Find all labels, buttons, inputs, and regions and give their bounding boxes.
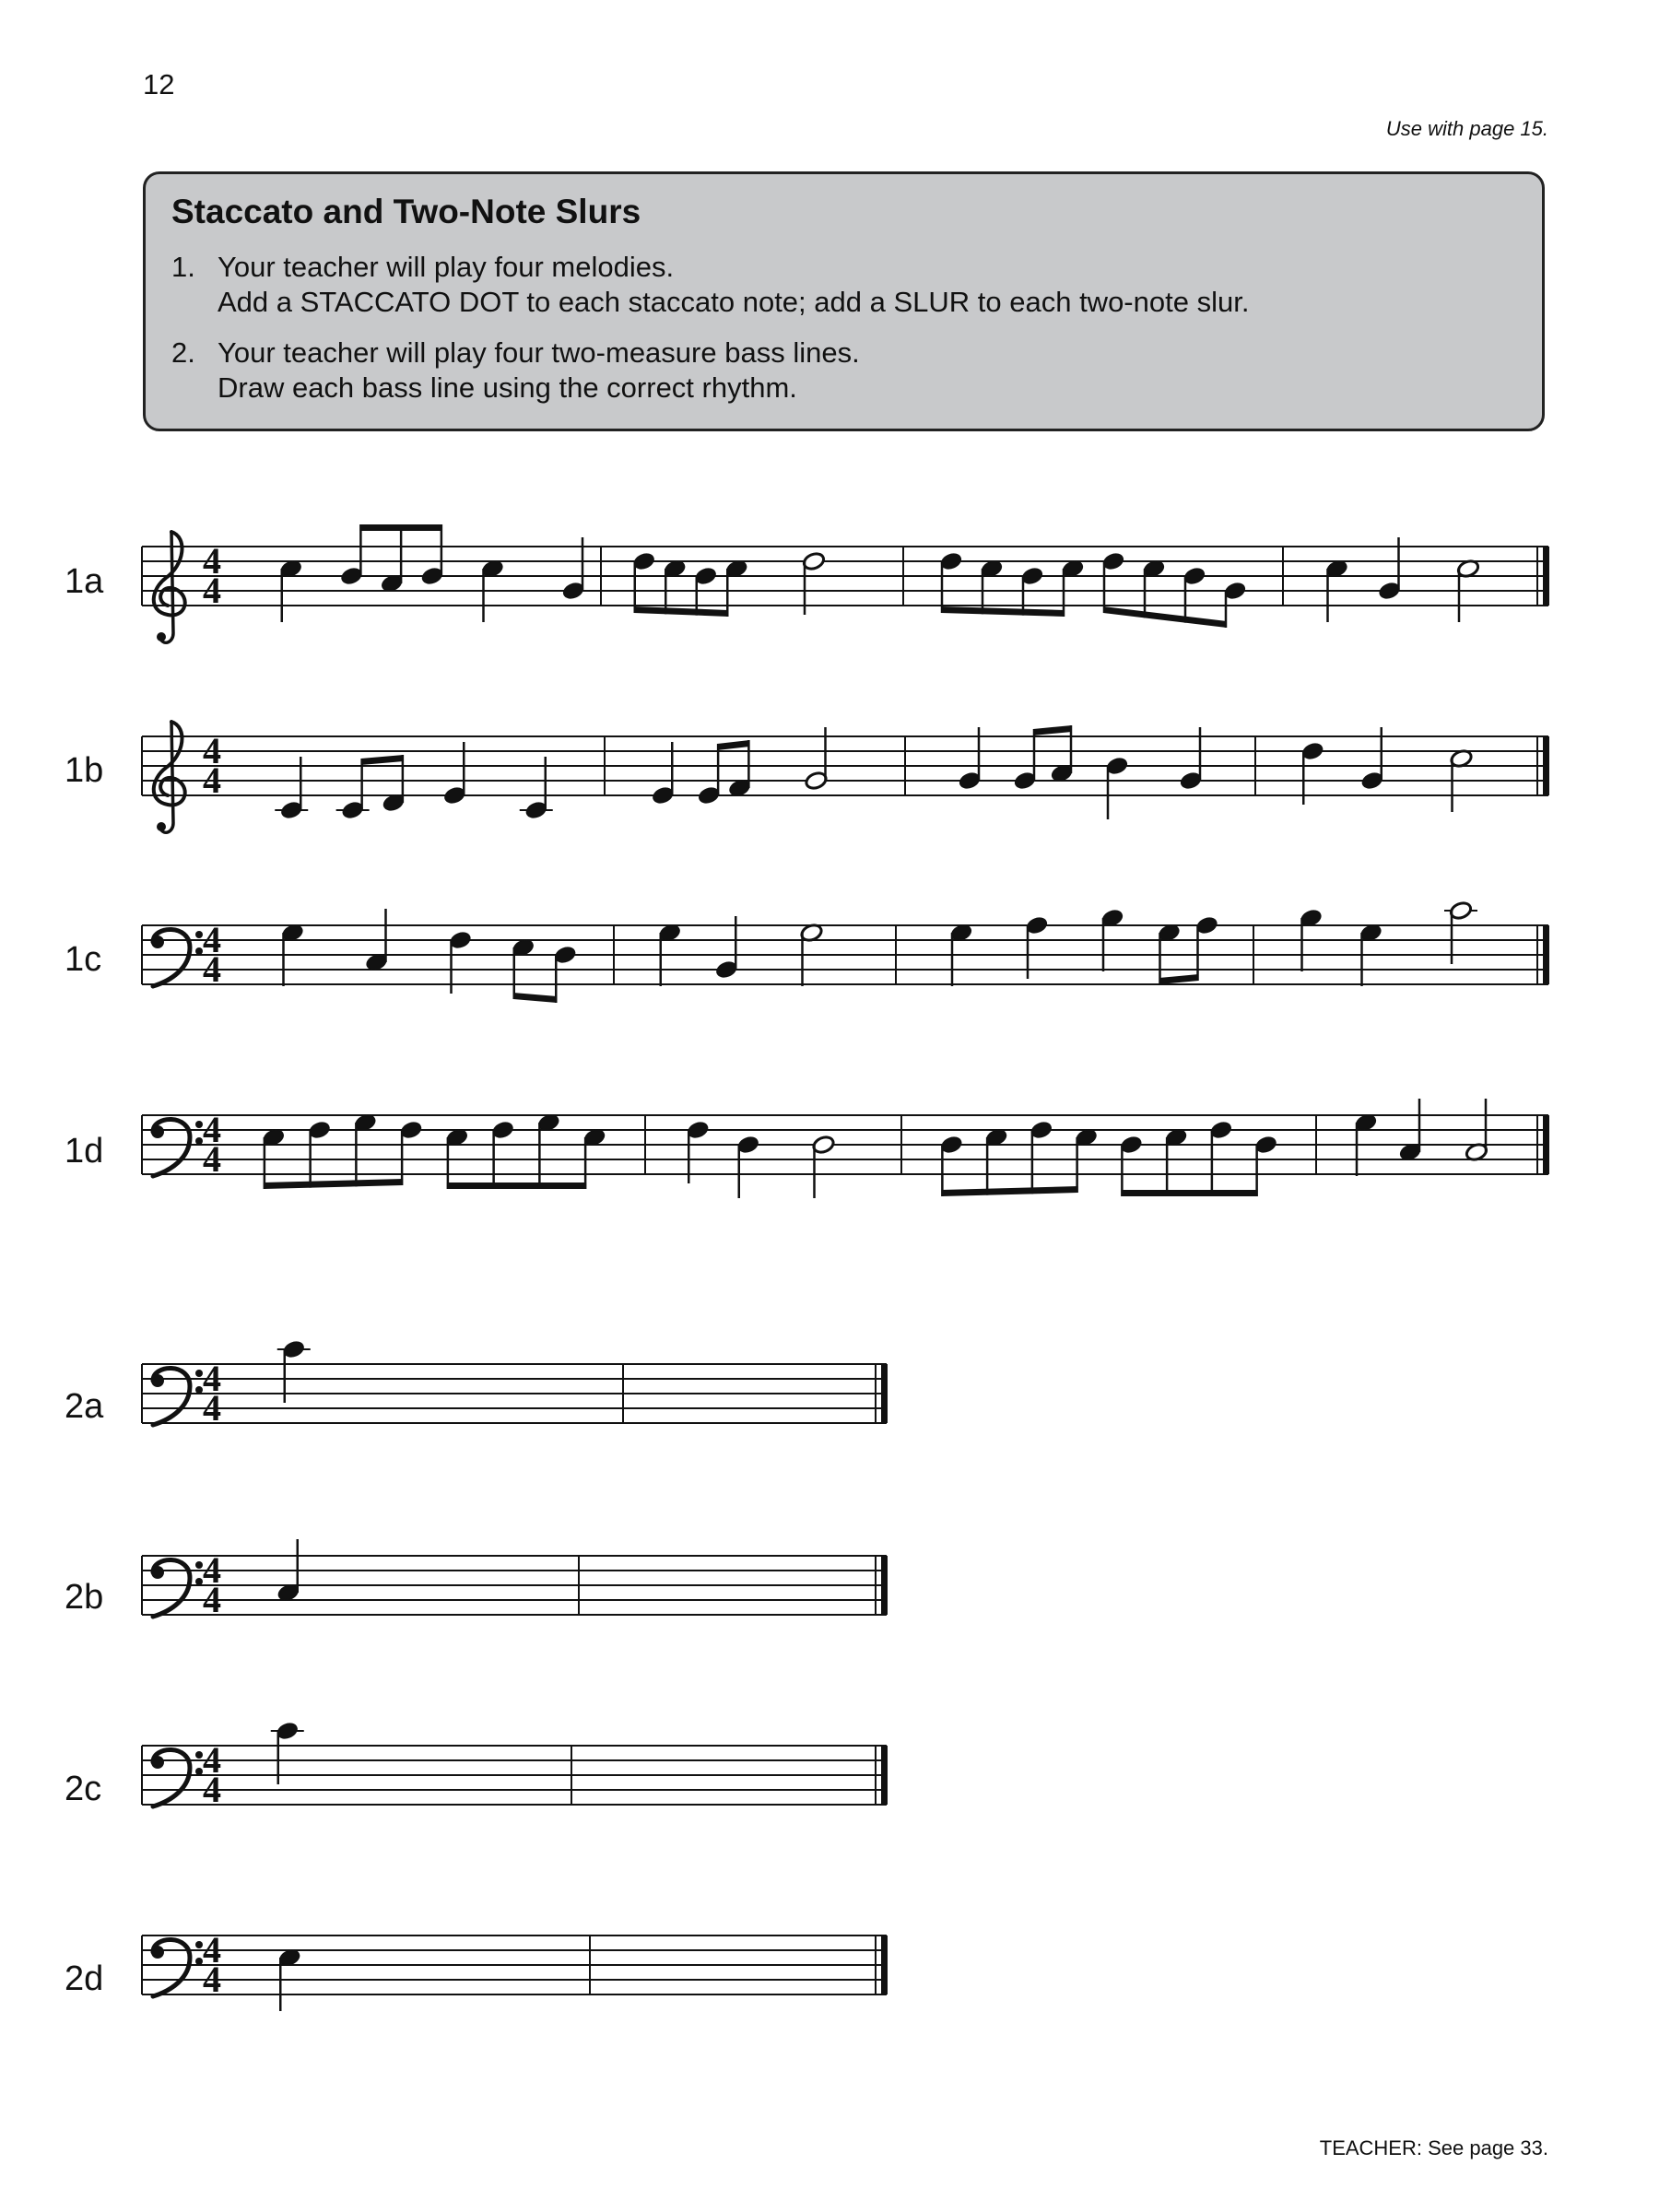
instructions-title: Staccato and Two-Note Slurs bbox=[171, 193, 641, 230]
time-signature-bottom: 4 bbox=[203, 1387, 221, 1429]
staff-system bbox=[142, 524, 1549, 628]
time-signature-top: 4 bbox=[203, 540, 221, 582]
exercise-label: 1c bbox=[65, 940, 102, 979]
time-signature-top: 4 bbox=[203, 1549, 221, 1591]
bass-clef-icon bbox=[151, 1119, 203, 1176]
bass-clef-icon bbox=[151, 1749, 203, 1806]
final-barline-thick bbox=[1543, 925, 1549, 984]
final-barline-thick bbox=[1543, 1115, 1549, 1174]
final-barline-thick bbox=[881, 1746, 888, 1805]
staff-system bbox=[142, 1099, 1549, 1198]
eighth-beam bbox=[941, 606, 1065, 617]
eighth-beam bbox=[1121, 1190, 1257, 1196]
exercise-label: 2a bbox=[65, 1387, 104, 1426]
eighth-beam bbox=[361, 755, 404, 765]
eighth-beam bbox=[1103, 606, 1227, 628]
time-signature-bottom: 4 bbox=[203, 1959, 221, 2000]
final-barline-thick bbox=[881, 1556, 888, 1615]
eighth-beam bbox=[941, 1186, 1077, 1196]
eighth-beam bbox=[264, 1179, 403, 1189]
bass-clef-icon bbox=[151, 1368, 203, 1425]
teacher-note: TEACHER: See page 33. bbox=[1319, 2136, 1548, 2159]
eighth-beam bbox=[359, 524, 442, 531]
time-signature-bottom: 4 bbox=[203, 570, 221, 611]
staff-system bbox=[142, 900, 1549, 1003]
instruction-number: 2. bbox=[171, 336, 195, 369]
time-signature-top: 4 bbox=[203, 1109, 221, 1150]
final-barline-thick bbox=[1543, 736, 1549, 795]
final-barline-thick bbox=[881, 1364, 888, 1423]
staff-system bbox=[142, 725, 1549, 820]
treble-clef-icon bbox=[154, 722, 185, 832]
time-signature-bottom: 4 bbox=[203, 1579, 221, 1620]
staff-system bbox=[142, 1929, 888, 2011]
time-signature-top: 4 bbox=[203, 730, 221, 771]
bass-clef-icon bbox=[151, 1559, 203, 1617]
final-barline-thick bbox=[1543, 547, 1549, 606]
time-signature-bottom: 4 bbox=[203, 759, 221, 801]
exercise-label: 1b bbox=[65, 751, 104, 790]
instruction-number: 1. bbox=[171, 251, 195, 283]
staff-system bbox=[142, 1339, 888, 1429]
staff-system bbox=[142, 1721, 888, 1810]
time-signature-bottom: 4 bbox=[203, 1138, 221, 1180]
exercise-label: 1a bbox=[65, 562, 104, 601]
eighth-beam bbox=[717, 740, 749, 750]
eighth-beam bbox=[1033, 725, 1072, 735]
exercise-label: 1d bbox=[65, 1132, 104, 1171]
time-signature-top: 4 bbox=[203, 1739, 221, 1781]
eighth-beam bbox=[634, 606, 729, 617]
use-with-note: Use with page 15. bbox=[1385, 117, 1548, 140]
time-signature-top: 4 bbox=[203, 1358, 221, 1399]
time-signature-top: 4 bbox=[203, 919, 221, 960]
exercise-label: 2b bbox=[65, 1578, 104, 1617]
eighth-beam bbox=[513, 993, 558, 1003]
final-barline-thick bbox=[881, 1936, 888, 1994]
eighth-beam bbox=[447, 1182, 586, 1189]
instruction-line: Your teacher will play four two-measure bass lines. bbox=[218, 336, 860, 369]
time-signature-bottom: 4 bbox=[203, 948, 221, 990]
exercise-label: 2c bbox=[65, 1770, 102, 1808]
page-number: 12 bbox=[143, 68, 175, 100]
instruction-line: Your teacher will play four melodies. bbox=[218, 251, 675, 283]
instruction-line: Draw each bass line using the correct rhythm. bbox=[218, 371, 797, 404]
bass-clef-icon bbox=[151, 1939, 203, 1996]
exercise-label: 2d bbox=[65, 1959, 104, 1998]
time-signature-top: 4 bbox=[203, 1929, 221, 1971]
bass-clef-icon bbox=[151, 929, 203, 986]
time-signature-bottom: 4 bbox=[203, 1769, 221, 1810]
treble-clef-icon bbox=[154, 532, 185, 642]
eighth-beam bbox=[1159, 974, 1199, 984]
instruction-line: Add a STACCATO DOT to each staccato note; add a SLUR to each two-note slur. bbox=[218, 286, 1250, 318]
staff-system bbox=[142, 1539, 888, 1620]
